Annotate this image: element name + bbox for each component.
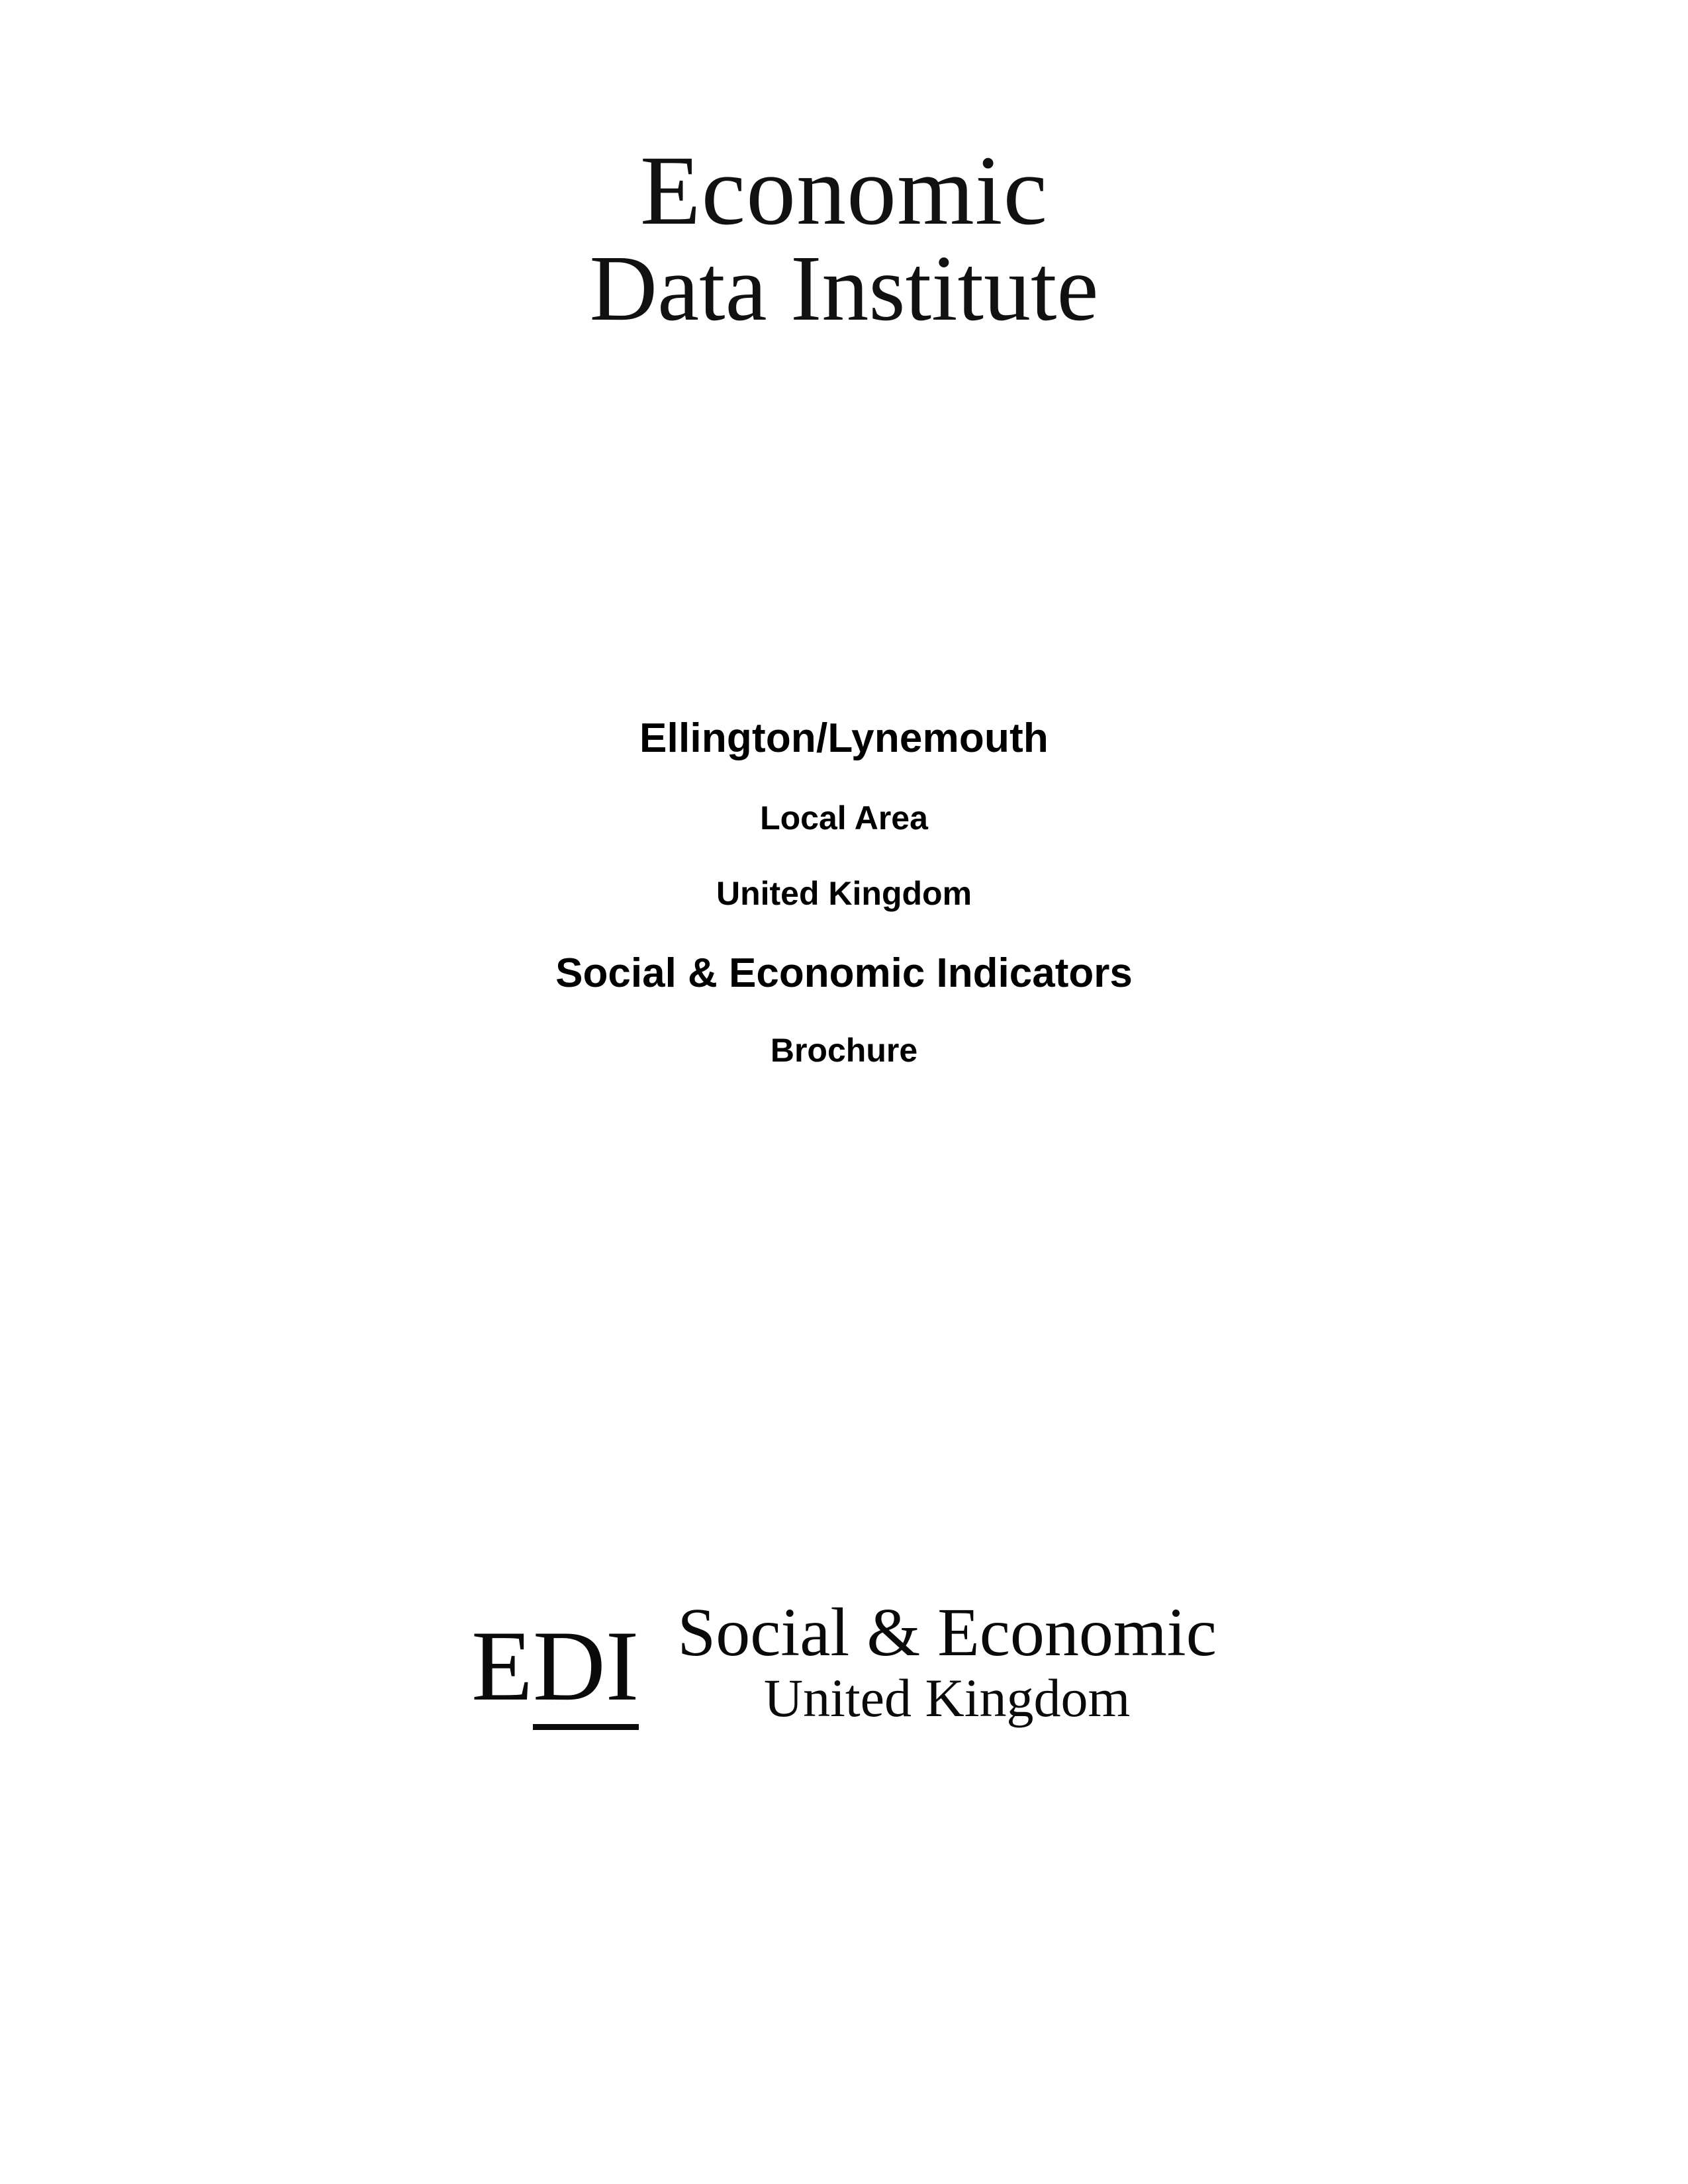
masthead-logo [0,136,1688,340]
edi-acronym-first: E [471,1610,533,1721]
document-type-label: Brochure [770,1032,918,1069]
edi-acronym [471,1610,639,1723]
masthead-line-1: Economic [639,136,1049,246]
country-label: United Kingdom [716,875,972,912]
edi-footer-logo [0,1594,1688,1728]
edi-tagline [677,1594,1217,1728]
edi-tagline-line-1: Social & Economic [677,1594,1217,1670]
edi-tagline-line-2: United Kingdom [763,1668,1131,1728]
masthead-line-2: Data Institute [589,236,1099,340]
cover-title-block [0,715,1688,1069]
page-title: Ellington/Lynemouth [639,715,1049,761]
document-title: Social & Economic Indicators [555,950,1133,996]
area-type-label: Local Area [760,799,928,837]
edi-acronym-underlined: DI [533,1610,639,1730]
